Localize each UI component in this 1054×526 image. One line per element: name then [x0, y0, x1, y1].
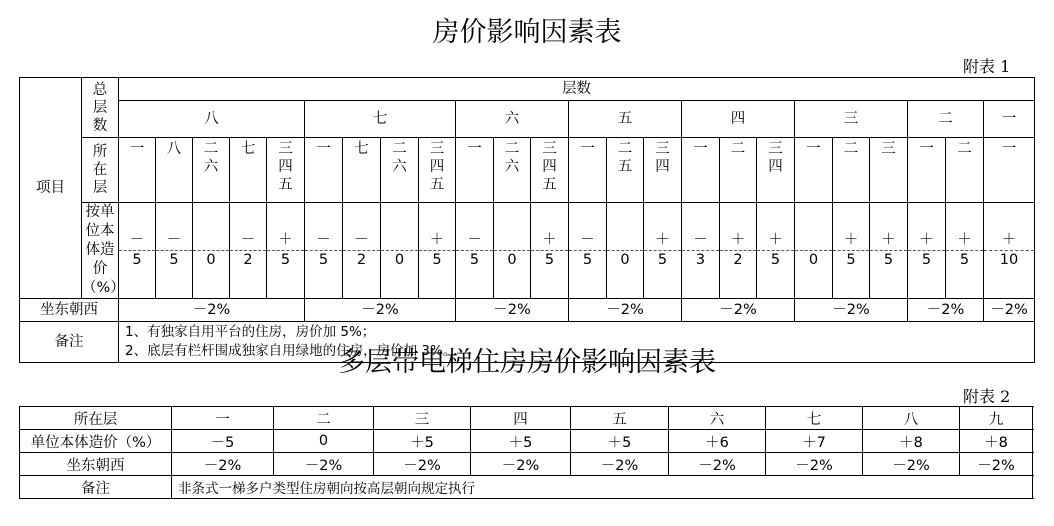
char-line: 一 — [806, 141, 821, 157]
value-sign: ＋ — [542, 232, 557, 248]
cost-value — [795, 203, 833, 299]
cost-value — [419, 203, 456, 299]
orientation-value: －2% — [172, 453, 274, 476]
cost-value — [343, 203, 381, 299]
char-line: 四 — [655, 159, 670, 175]
cost-value — [984, 203, 1035, 299]
floor-cell — [870, 138, 908, 203]
floor-cell — [569, 138, 607, 203]
char-line: 二 — [843, 141, 859, 157]
value-sign — [381, 231, 418, 250]
unit-cost-label: 单位本体造价（%） — [20, 430, 172, 453]
floor-header: 二 — [274, 407, 374, 430]
layers-header: 层数 — [119, 78, 1035, 101]
cost-value — [230, 203, 267, 299]
unit-cost-value: ＋6 — [669, 430, 766, 453]
char-line: 一 — [580, 141, 595, 157]
value-sign: － — [467, 232, 482, 248]
char-line: 七 — [354, 141, 369, 157]
value-sign: ＋ — [881, 232, 896, 248]
orientation-value: －2% — [569, 299, 682, 322]
floor-cell — [267, 138, 305, 203]
floor-header-label: 所在层 — [20, 407, 172, 430]
total-floors-0: 八 — [119, 101, 305, 138]
elevator-price-factor-table — [19, 406, 1033, 499]
cost-value — [946, 203, 984, 299]
char-line: 三 — [429, 141, 445, 157]
char-line: 总 — [92, 81, 108, 98]
char-line: 七 — [240, 141, 256, 157]
cost-value — [757, 203, 795, 299]
remarks-label: 备注 — [20, 322, 119, 363]
char-line: 在 — [92, 162, 108, 178]
table1-note: 附表 1 — [963, 57, 1011, 76]
floor-header: 三 — [374, 407, 471, 430]
char-line: 八 — [166, 141, 182, 157]
value-number: 5 — [132, 252, 142, 268]
floor-cell — [984, 138, 1035, 203]
cost-value — [156, 203, 193, 299]
floor-cell — [419, 138, 456, 203]
value-sign: － — [316, 232, 331, 248]
value-sign: － — [354, 232, 369, 248]
char-line: 一 — [316, 141, 331, 157]
remarks-text: 非条式一梯多户类型住房朝向按高层朝向规定执行 — [172, 476, 1033, 499]
char-line: 三 — [881, 141, 896, 157]
orientation-value: －2% — [119, 299, 305, 322]
value-sign: ＋ — [278, 232, 293, 248]
value-number: 0 — [620, 252, 630, 268]
table2-title: 多层带电梯住房房价影响因素表 — [338, 347, 716, 378]
unit-cost-value: ＋8 — [960, 430, 1033, 453]
orientation-value: －2% — [471, 453, 571, 476]
value-sign: － — [580, 232, 595, 248]
floor-cell — [720, 138, 757, 203]
floor-cell — [343, 138, 381, 203]
floor-at-label — [82, 138, 119, 203]
floor-cell — [156, 138, 193, 203]
value-number: 3 — [695, 252, 706, 268]
value-sign — [607, 231, 643, 250]
cost-value — [456, 203, 494, 299]
total-floors-label — [82, 78, 119, 138]
total-floors-3: 五 — [569, 101, 682, 138]
cost-label-line: 按单位本 — [85, 204, 115, 239]
orientation-value: －2% — [682, 299, 795, 322]
char-line: 一 — [467, 141, 482, 157]
unit-cost-value: －5 — [172, 430, 274, 453]
unit-cost-value: ＋8 — [863, 430, 960, 453]
value-number: 5 — [582, 252, 593, 268]
cost-value — [531, 203, 569, 299]
floor-cell — [119, 138, 156, 203]
orientation-value: －2% — [669, 453, 766, 476]
cost-value — [607, 203, 644, 299]
char-line: 所 — [92, 144, 108, 160]
char-line: 一 — [919, 141, 934, 157]
total-floors-7: 一 — [984, 101, 1035, 138]
value-number: 5 — [846, 252, 856, 268]
unit-cost-value: ＋5 — [374, 430, 471, 453]
floor-header: 九 — [960, 407, 1033, 430]
char-line: 六 — [504, 159, 520, 175]
floor-header: 四 — [471, 407, 571, 430]
value-number: 5 — [959, 252, 970, 268]
floor-cell — [381, 138, 419, 203]
value-sign: ＋ — [843, 232, 859, 248]
value-sign: ＋ — [919, 232, 934, 248]
floor-cell — [644, 138, 682, 203]
floor-cell — [230, 138, 267, 203]
orientation-value: －2% — [374, 453, 471, 476]
orientation-value: －2% — [795, 299, 908, 322]
value-sign: ＋ — [1001, 232, 1017, 248]
value-number: 5 — [469, 252, 480, 268]
char-line: 四 — [542, 159, 557, 175]
char-line: 数 — [92, 117, 108, 134]
value-number: 5 — [657, 252, 668, 268]
char-line: 一 — [693, 141, 708, 157]
cost-value — [644, 203, 682, 299]
char-line: 五 — [278, 177, 293, 193]
floor-cell — [193, 138, 230, 203]
char-line: 五 — [617, 159, 633, 175]
char-line: 二 — [617, 141, 633, 157]
value-number: 2 — [243, 252, 253, 268]
value-sign: ＋ — [730, 232, 746, 248]
total-floors-4: 四 — [682, 101, 795, 138]
price-factor-table — [19, 77, 1035, 363]
value-number: 5 — [280, 252, 291, 268]
char-line: 五 — [542, 177, 557, 193]
cost-label — [82, 203, 125, 299]
char-line: 四 — [429, 159, 445, 175]
value-number: 5 — [770, 252, 781, 268]
value-number: 0 — [507, 252, 517, 268]
floor-cell — [456, 138, 494, 203]
floor-cell — [305, 138, 343, 203]
value-number: 0 — [206, 252, 216, 268]
value-sign: ＋ — [957, 232, 972, 248]
floor-cell — [795, 138, 833, 203]
floor-header: 七 — [766, 407, 863, 430]
orientation-value: －2% — [274, 453, 374, 476]
char-line: 层 — [92, 180, 108, 196]
value-sign — [494, 231, 530, 250]
cost-value — [833, 203, 870, 299]
cost-value — [381, 203, 419, 299]
table1-title: 房价影响因素表 — [432, 17, 622, 48]
value-sign: ＋ — [429, 232, 445, 248]
char-line: 一 — [1001, 141, 1017, 157]
value-sign: － — [129, 232, 145, 248]
cost-value — [494, 203, 531, 299]
value-number: 5 — [883, 252, 894, 268]
floor-cell — [908, 138, 946, 203]
remarks-label: 备注 — [20, 476, 172, 499]
floor-header: 一 — [172, 407, 274, 430]
char-line: 层 — [92, 99, 108, 116]
floor-cell — [757, 138, 795, 203]
char-line: 二 — [504, 141, 520, 157]
floor-header: 八 — [863, 407, 960, 430]
char-line: 三 — [542, 141, 557, 157]
remark-line: 1、有独家自用平台的住房，房价加 5%； — [125, 324, 376, 340]
total-floors-5: 三 — [795, 101, 908, 138]
floor-cell — [682, 138, 720, 203]
value-sign: ＋ — [655, 232, 670, 248]
floor-cell — [607, 138, 644, 203]
unit-cost-value: 0 — [274, 430, 374, 453]
unit-cost-value: ＋5 — [471, 430, 571, 453]
value-sign: － — [240, 232, 256, 248]
floor-header: 六 — [669, 407, 766, 430]
table2-note: 附表 2 — [963, 387, 1011, 406]
cost-value — [267, 203, 305, 299]
char-line: 三 — [655, 141, 670, 157]
value-sign: － — [166, 232, 182, 248]
orientation-value: －2% — [863, 453, 960, 476]
unit-cost-value: ＋5 — [571, 430, 669, 453]
orientation-value: －2% — [571, 453, 669, 476]
char-line: 四 — [278, 159, 293, 175]
cost-value — [682, 203, 720, 299]
value-number: 2 — [356, 252, 367, 268]
cost-value — [569, 203, 607, 299]
total-floors-2: 六 — [456, 101, 569, 138]
floor-cell — [833, 138, 870, 203]
cost-value — [305, 203, 343, 299]
total-floors-6: 二 — [908, 101, 984, 138]
floor-header: 五 — [571, 407, 669, 430]
char-line: 二 — [957, 141, 972, 157]
cost-label-line: 体造价（%） — [82, 242, 125, 296]
value-number: 5 — [169, 252, 179, 268]
value-number: 5 — [318, 252, 329, 268]
remark-line: 2、底层有栏杆围成独家自用绿地的住房，房价加 3%。 — [125, 343, 457, 359]
floor-cell — [494, 138, 531, 203]
cost-value — [193, 203, 230, 299]
orientation-value: －2% — [960, 453, 1033, 476]
value-number: 5 — [544, 252, 555, 268]
char-line: 六 — [203, 159, 219, 175]
char-line: 五 — [429, 177, 445, 193]
orientation-label: 坐东朝西 — [20, 453, 172, 476]
orientation-value: －2% — [984, 299, 1035, 322]
value-number: 5 — [432, 252, 442, 268]
char-line: 四 — [768, 159, 783, 175]
orientation-value: －2% — [305, 299, 456, 322]
floor-cell — [946, 138, 984, 203]
char-line: 三 — [278, 141, 293, 157]
char-line: 二 — [203, 141, 219, 157]
value-sign: ＋ — [768, 232, 783, 248]
value-number: 10 — [999, 252, 1019, 268]
char-line: 二 — [392, 141, 407, 157]
value-number: 2 — [733, 252, 743, 268]
cost-value — [870, 203, 908, 299]
value-sign — [795, 231, 832, 250]
total-floors-1: 七 — [305, 101, 456, 138]
orientation-value: －2% — [766, 453, 863, 476]
char-line: 二 — [730, 141, 746, 157]
char-line: 一 — [129, 141, 145, 157]
cost-value — [720, 203, 757, 299]
cost-value — [908, 203, 946, 299]
char-line: 六 — [392, 159, 407, 175]
floor-cell — [531, 138, 569, 203]
value-number: 0 — [808, 252, 819, 268]
item-label: 项目 — [20, 78, 82, 299]
char-line: 三 — [768, 141, 783, 157]
orientation-label: 坐东朝西 — [20, 299, 119, 322]
value-sign: － — [693, 232, 708, 248]
value-sign — [193, 231, 229, 250]
value-number: 0 — [394, 252, 405, 268]
orientation-value: －2% — [908, 299, 984, 322]
orientation-value: －2% — [456, 299, 569, 322]
value-number: 5 — [921, 252, 932, 268]
unit-cost-value: ＋7 — [766, 430, 863, 453]
